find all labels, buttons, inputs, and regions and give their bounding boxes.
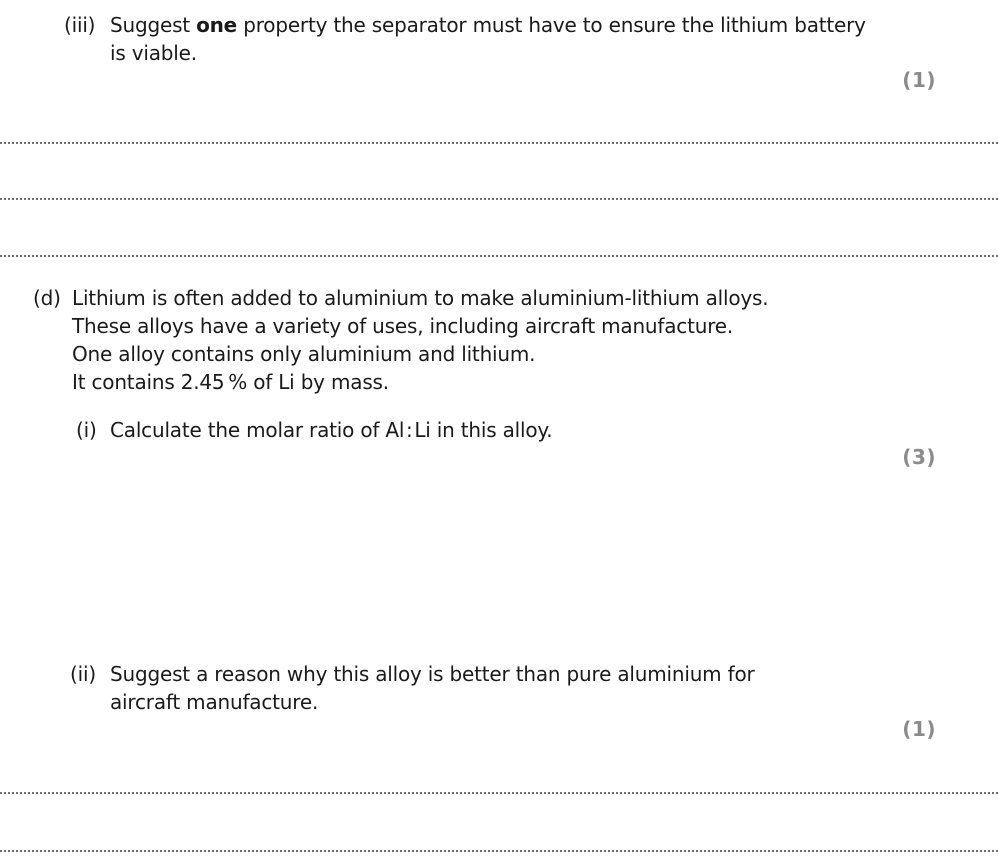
question-iii-text-pre: Suggest — [110, 13, 197, 37]
question-d-i-marks: (3) — [902, 445, 936, 469]
question-d-text-line4: It contains 2.45 % of Li by mass. — [72, 370, 389, 394]
question-d-ii-text-line1: Suggest a reason why this alloy is better than pure aluminium for — [110, 662, 755, 686]
question-d-i-label: (i) — [76, 418, 97, 442]
question-d-i-text: Calculate the molar ratio of Al : Li in this alloy. — [110, 418, 553, 442]
question-d-ii-label: (ii) — [70, 662, 96, 686]
answer-line-iii-3[interactable] — [0, 255, 998, 257]
question-iii-text-line1 — [110, 11, 866, 39]
answer-line-d-ii-1[interactable] — [0, 792, 998, 794]
question-d-label: (d) — [33, 286, 61, 310]
question-d-ii-marks: (1) — [902, 717, 936, 741]
answer-line-iii-2[interactable] — [0, 198, 998, 200]
question-d-text-line3: One alloy contains only aluminium and lithium. — [72, 342, 536, 366]
question-d-text-line2: These alloys have a variety of uses, including aircraft manufacture. — [72, 314, 734, 338]
question-iii-marks: (1) — [902, 68, 936, 92]
question-iii-text-post: property the separator must have to ensure the lithium battery — [237, 13, 866, 37]
question-iii-label: (iii) — [64, 13, 96, 37]
question-d-text-line1: Lithium is often added to aluminium to make aluminium-lithium alloys. — [72, 286, 769, 310]
working-space-d-i[interactable] — [110, 480, 910, 640]
question-iii-emphasis: one — [196, 13, 238, 37]
question-d-ii-text-line2: aircraft manufacture. — [110, 690, 319, 714]
question-iii-text-line2: is viable. — [110, 41, 197, 65]
answer-line-d-ii-2[interactable] — [0, 850, 998, 852]
answer-line-iii-1[interactable] — [0, 142, 998, 144]
